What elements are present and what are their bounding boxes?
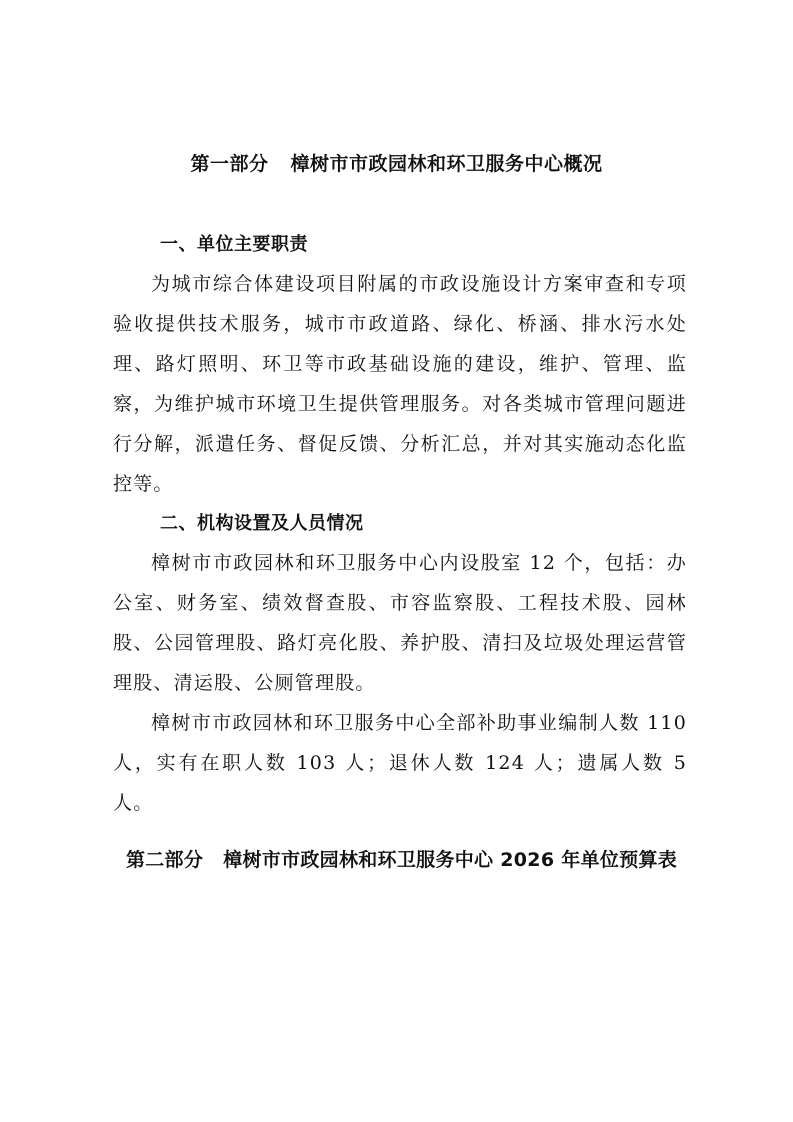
section2-heading: 二、机构设置及人员情况 — [160, 513, 364, 534]
section2-paragraph-staffing: 樟树市市政园林和环卫服务中心全部补助事业编制人数 110 人，实有在职人数 103 人；退休人数 124 人；遗属人数 5 人。 — [113, 712, 687, 814]
part2-title: 樟树市市政园林和环卫服务中心 2026 年单位预算表 — [223, 849, 678, 871]
part2-label: 第二部分 — [125, 849, 204, 871]
section1-heading: 一、单位主要职责 — [160, 234, 308, 255]
part2-heading — [110, 842, 693, 878]
section1-paragraph: 为城市综合体建设项目附属的市政设施设计方案审查和专项验收提供技术服务，城市市政道路、绿化、桥涵、排水污水处理、路灯照明、环卫等市政基础设施的建设，维护、管理、监察，为维护城市环境卫生提供管理服务。对各类城市管理问题进行分解，派遣任务、督促反馈、分析汇总，并对其实施动态化监控等。 — [113, 273, 687, 495]
section2-paragraph-departments: 樟树市市政园林和环卫服务中心内设股室 12 个，包括：办公室、财务室、绩效督查股、市容监察股、工程技术股、园林股、公园管理股、路灯亮化股、养护股、清扫及垃圾处理运营管理股、清运股、公厕管理股。 — [113, 552, 687, 694]
part1-label: 第一部分 — [190, 153, 269, 175]
part1-heading — [0, 150, 793, 178]
part1-title: 樟树市市政园林和环卫服务中心概况 — [290, 153, 603, 175]
